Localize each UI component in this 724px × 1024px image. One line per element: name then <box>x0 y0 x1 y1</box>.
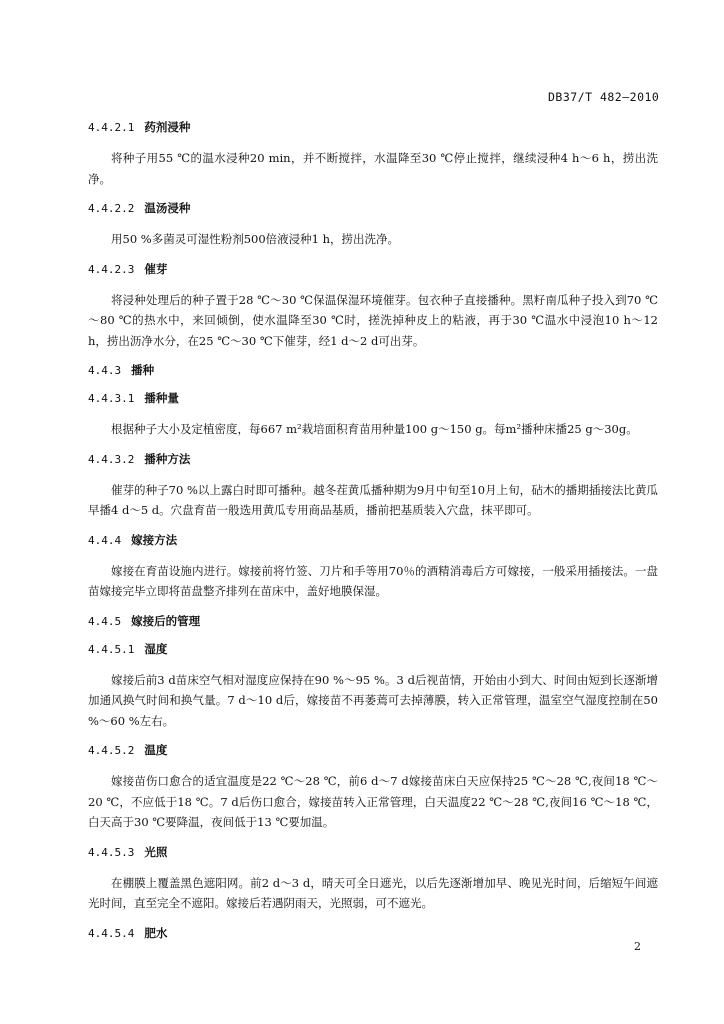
section-title: 肥水 <box>144 925 168 940</box>
section-heading <box>88 199 658 217</box>
section-title: 播种方法 <box>144 451 191 466</box>
section-title: 播种量 <box>144 391 179 405</box>
section-heading <box>88 389 658 407</box>
section-heading <box>88 741 658 759</box>
section-title: 温度 <box>144 743 168 757</box>
section-title: 湿度 <box>144 641 168 656</box>
section-paragraph: 嫁接在育苗设施内进行。嫁接前将竹签、刀片和手等用70％的酒精消毒后方可嫁接，一般采用插接法。一盘苗嫁接完毕立即将苗盘整齐排列在苗床中，盖好地膜保湿。 <box>88 563 658 598</box>
section-number: 4.4.3.2 <box>88 452 135 466</box>
section-title: 催芽 <box>144 261 168 276</box>
section-title: 光照 <box>144 844 168 859</box>
section-heading <box>88 640 658 658</box>
section-paragraph: 嫁接后前3 d苗床空气相对湿度应保持在90 %～95 %。3 d后视苗情，开始由小到大、时间由短到长逐渐增加通风换气时间和换气量。7 d～10 d后，嫁接苗不再萎蔫可去掉薄膜，转入正常管理，温室空气湿度控制在50 %～60 %左右。 <box>88 672 658 728</box>
section-heading <box>88 924 658 942</box>
section-heading <box>88 361 658 379</box>
section-paragraph: 将浸种处理后的种子置于28 ℃～30 ℃保温保湿环境催芽。包衣种子直接播种。黑籽南瓜种子投入到70 ℃～80 ℃的热水中，来回倾倒，使水温降至30 ℃时，搓洗掉种皮上的粘液，再于30 ℃温水中浸泡10 h～12 h，捞出沥净水分，在25 ℃～30 ℃下催芽，经1 d～2 d可出芽。 <box>88 292 658 348</box>
section-number: 4.4.3 <box>88 364 122 377</box>
section-paragraph: 嫁接苗伤口愈合的适宜温度是22 ℃～28 ℃，前6 d～7 d嫁接苗床白天应保持25 ℃～28 ℃,夜间18 ℃～20 ℃，不应低于18 ℃。7 d后伤口愈合，嫁接苗转入正常管理，白天温度22 ℃～28 ℃,夜间16 ℃～18 ℃，白天高于30 ℃要降温，夜间低于13 ℃要加温。 <box>88 774 658 829</box>
section-title: 播种 <box>131 363 155 377</box>
section-title: 药剂浸种 <box>144 120 191 134</box>
section-paragraph: 催芽的种子70 %以上露白时即可播种。越冬茬黄瓜播种期为9月中旬至10月上旬，砧木的播期插接法比黄瓜早播4 d～5 d。穴盘育苗一般选用黄瓜专用商品基质，播前把基质装入穴盘，抹平即可。 <box>88 482 658 517</box>
section-number: 4.4.5 <box>88 614 122 628</box>
section-title: 嫁接方法 <box>131 532 178 547</box>
section-number: 4.4.5.2 <box>88 744 135 757</box>
section-paragraph: 用50 %多菌灵可湿性粉剂500倍液浸种1 h，捞出洗净。 <box>111 232 400 246</box>
section-paragraph: 将种子用55 ℃的温水浸种20 min，并不断搅拌，水温降至30 ℃停止搅拌，继续浸种4 h～6 h，捞出洗净。 <box>88 151 658 186</box>
section-heading <box>88 531 658 549</box>
section-number: 4.4.3.1 <box>88 392 135 405</box>
section-heading <box>88 118 658 136</box>
section-number: 4.4.5.1 <box>88 642 135 656</box>
section-number: 4.4.4 <box>88 533 122 547</box>
section-number: 4.4.2.1 <box>88 121 135 134</box>
section-heading <box>88 450 658 468</box>
section-title: 嫁接后的管理 <box>131 613 201 628</box>
section-heading <box>88 612 658 630</box>
section-paragraph: 在棚膜上覆盖黑色遮阳网。前2 d～3 d，晴天可全日遮光，以后先逐渐增加早、晚见光时间，后缩短午间遮光时间，直至完全不遮阳。嫁接后若遇阴雨天，光照弱，可不遮光。 <box>88 875 658 910</box>
document-code-header: DB37/T 482—2010 <box>548 90 660 104</box>
section-heading <box>88 260 658 278</box>
document-body <box>88 118 658 942</box>
section-number: 4.4.5.4 <box>88 926 135 940</box>
section-number: 4.4.2.2 <box>88 202 135 215</box>
section-number: 4.4.2.3 <box>88 262 135 276</box>
section-title: 温汤浸种 <box>144 201 191 215</box>
page-number: 2 <box>634 940 641 953</box>
section-number: 4.4.5.3 <box>88 845 135 859</box>
section-paragraph: 根据种子大小及定植密度，每667 m²栽培面积育苗用种量100 g～150 g。每m²播种床播25 g～30g。 <box>111 422 638 436</box>
section-heading <box>88 843 658 861</box>
